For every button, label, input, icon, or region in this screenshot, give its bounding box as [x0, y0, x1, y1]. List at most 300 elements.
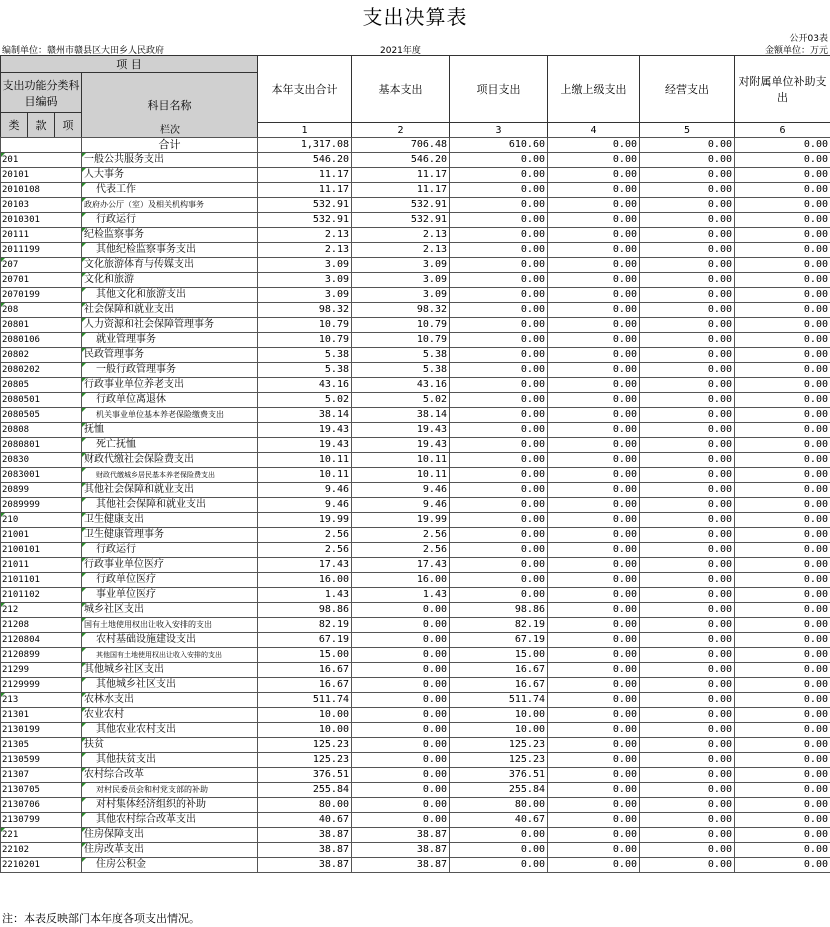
row-value: 98.86: [258, 603, 352, 618]
row-code-text: 2011199: [2, 245, 40, 255]
col-num-4: 4: [548, 123, 640, 138]
row-value: 0.00: [735, 318, 830, 333]
row-name: [82, 258, 258, 273]
table-row: [1, 348, 830, 363]
row-name-text: 就业管理事务: [96, 334, 156, 345]
row-value: 0.00: [640, 603, 735, 618]
cell-marker-icon: [82, 513, 86, 517]
row-value: 43.16: [258, 378, 352, 393]
row-value: 0.00: [735, 648, 830, 663]
row-value: 0.00: [640, 663, 735, 678]
row-value: 511.74: [450, 693, 548, 708]
table-row: [1, 753, 830, 768]
row-value: 0.00: [450, 318, 548, 333]
lanci-label: 栏次: [160, 125, 180, 136]
row-value: 10.00: [258, 708, 352, 723]
row-value: 0.00: [548, 633, 640, 648]
row-value: 0.00: [450, 438, 548, 453]
row-code-text: 20701: [2, 275, 30, 285]
row-value: 0.00: [450, 498, 548, 513]
row-value: 125.23: [258, 753, 352, 768]
row-value: 67.19: [258, 633, 352, 648]
row-value: 0.00: [548, 333, 640, 348]
row-code-text: 21307: [2, 770, 30, 780]
row-value: 0.00: [548, 438, 640, 453]
row-value: 0.00: [735, 813, 830, 828]
total-value: 706.48: [352, 138, 450, 153]
col-header-subsidy: 对附属单位补助支出: [735, 56, 830, 123]
cell-marker-icon: [82, 723, 86, 727]
row-value: 19.99: [258, 513, 352, 528]
row-name-text: 其他农业农村支出: [96, 724, 176, 735]
row-code: [1, 708, 82, 723]
row-value: 0.00: [735, 663, 830, 678]
row-value: 0.00: [352, 648, 450, 663]
cell-marker-icon: [1, 513, 5, 517]
row-name: [82, 153, 258, 168]
col-num-3: 3: [450, 123, 548, 138]
cell-marker-icon: [82, 783, 86, 787]
row-name: [82, 453, 258, 468]
table-row: [1, 648, 830, 663]
cell-marker-icon: [82, 318, 86, 322]
row-value: 532.91: [258, 213, 352, 228]
table-row: [1, 723, 830, 738]
row-value: 0.00: [548, 198, 640, 213]
table-row: [1, 258, 830, 273]
cell-marker-icon: [82, 183, 86, 187]
row-value: 0.00: [548, 273, 640, 288]
row-code-text: 2080501: [2, 395, 40, 405]
row-value: 10.11: [352, 468, 450, 483]
row-value: 0.00: [640, 618, 735, 633]
row-value: 67.19: [450, 633, 548, 648]
row-value: 0.00: [450, 168, 548, 183]
row-code: [1, 648, 82, 663]
row-value: 0.00: [450, 858, 548, 873]
row-code-text: 2130199: [2, 725, 40, 735]
row-name-text: 死亡抚恤: [96, 439, 136, 450]
row-code-text: 21011: [2, 560, 30, 570]
row-value: 2.56: [352, 528, 450, 543]
row-value: 15.00: [450, 648, 548, 663]
row-value: 0.00: [640, 228, 735, 243]
row-value: 0.00: [640, 348, 735, 363]
row-name-text: 文化和旅游: [84, 274, 134, 285]
row-value: 0.00: [640, 168, 735, 183]
table-row: [1, 228, 830, 243]
row-value: 0.00: [735, 348, 830, 363]
row-value: 11.17: [352, 168, 450, 183]
row-value: 0.00: [640, 558, 735, 573]
row-code-text: 20101: [2, 170, 30, 180]
row-name-text: 代表工作: [96, 184, 136, 195]
row-name: [82, 273, 258, 288]
row-value: 0.00: [735, 198, 830, 213]
row-code: [1, 318, 82, 333]
row-value: 38.87: [352, 858, 450, 873]
row-value: 0.00: [352, 708, 450, 723]
table-row: [1, 288, 830, 303]
row-value: 0.00: [735, 468, 830, 483]
row-value: 38.87: [352, 828, 450, 843]
row-code: [1, 303, 82, 318]
row-name: [82, 798, 258, 813]
row-code: [1, 198, 82, 213]
row-name-text: 卫生健康支出: [84, 514, 144, 525]
row-value: 19.43: [352, 438, 450, 453]
amount-unit: 金额单位：万元: [764, 46, 828, 56]
row-code: [1, 603, 82, 618]
row-value: 17.43: [258, 558, 352, 573]
row-value: 0.00: [352, 678, 450, 693]
row-code-text: 2083001: [2, 470, 40, 480]
table-row: [1, 798, 830, 813]
row-name-text: 人大事务: [84, 169, 124, 180]
cell-marker-icon: [82, 558, 86, 562]
row-name-text: 其他社会保障和就业支出: [84, 484, 194, 495]
row-value: 0.00: [640, 738, 735, 753]
table-row: [1, 603, 830, 618]
row-value: 0.00: [450, 198, 548, 213]
row-value: 0.00: [735, 603, 830, 618]
row-value: 0.00: [735, 333, 830, 348]
row-value: 0.00: [548, 468, 640, 483]
row-name: [82, 378, 258, 393]
row-value: 0.00: [735, 498, 830, 513]
row-value: 125.23: [450, 753, 548, 768]
row-value: 0.00: [352, 693, 450, 708]
row-value: 0.00: [640, 498, 735, 513]
row-value: 0.00: [735, 213, 830, 228]
row-code-text: 2101101: [2, 575, 40, 585]
table-row: [1, 408, 830, 423]
row-value: 10.79: [352, 333, 450, 348]
row-code: [1, 588, 82, 603]
row-name-text: 农村综合改革: [84, 769, 144, 780]
row-value: 0.00: [352, 603, 450, 618]
row-value: 11.17: [352, 183, 450, 198]
row-value: 0.00: [640, 483, 735, 498]
cell-marker-icon: [82, 798, 86, 802]
table-row: [1, 198, 830, 213]
row-name: [82, 468, 258, 483]
row-name-text: 机关事业单位基本养老保险缴费支出: [96, 410, 224, 419]
row-code: [1, 243, 82, 258]
table-row: [1, 393, 830, 408]
row-name-text: 行政运行: [96, 214, 136, 225]
row-value: 0.00: [548, 723, 640, 738]
row-code-text: 21299: [2, 665, 30, 675]
cell-marker-icon: [82, 198, 86, 202]
row-value: 0.00: [735, 363, 830, 378]
cell-marker-icon: [1, 303, 5, 307]
row-value: 0.00: [548, 258, 640, 273]
row-name-text: 住房公积金: [96, 859, 146, 870]
total-value: 0.00: [735, 138, 830, 153]
row-name: [82, 288, 258, 303]
row-value: 0.00: [352, 723, 450, 738]
table-row: [1, 783, 830, 798]
row-code-text: 2130706: [2, 800, 40, 810]
cell-marker-icon: [82, 573, 86, 577]
row-value: 0.00: [450, 363, 548, 378]
row-value: 0.00: [640, 333, 735, 348]
row-value: 5.38: [352, 348, 450, 363]
row-name: [82, 333, 258, 348]
row-code: [1, 393, 82, 408]
row-name: [82, 498, 258, 513]
cell-marker-icon: [82, 423, 86, 427]
row-value: 0.00: [735, 678, 830, 693]
row-value: 0.00: [640, 453, 735, 468]
cell-marker-icon: [82, 288, 86, 292]
row-value: 0.00: [352, 663, 450, 678]
total-value: 0.00: [640, 138, 735, 153]
row-code-text: 201: [2, 155, 19, 165]
row-code-text: 20805: [2, 380, 30, 390]
row-value: 0.00: [548, 768, 640, 783]
table-row: [1, 183, 830, 198]
row-value: 0.00: [640, 588, 735, 603]
row-name: [82, 243, 258, 258]
row-value: 0.00: [548, 828, 640, 843]
row-code: [1, 333, 82, 348]
cell-marker-icon: [82, 273, 86, 277]
row-name-text: 行政运行: [96, 544, 136, 555]
row-value: 0.00: [450, 843, 548, 858]
row-code: [1, 843, 82, 858]
row-name-text: 行政事业单位养老支出: [84, 379, 184, 390]
row-name: [82, 828, 258, 843]
row-name-text: 住房保障支出: [84, 829, 144, 840]
cell-marker-icon: [82, 393, 86, 397]
row-value: 125.23: [450, 738, 548, 753]
row-value: 0.00: [640, 393, 735, 408]
row-code: [1, 423, 82, 438]
row-value: 0.00: [735, 708, 830, 723]
row-value: 2.13: [352, 228, 450, 243]
row-value: 0.00: [640, 723, 735, 738]
row-code-text: 20103: [2, 200, 30, 210]
row-value: 0.00: [450, 423, 548, 438]
row-name: [82, 363, 258, 378]
row-name: [82, 753, 258, 768]
row-code: [1, 348, 82, 363]
row-value: 0.00: [352, 633, 450, 648]
row-value: 0.00: [548, 588, 640, 603]
table-row: [1, 513, 830, 528]
table-row: [1, 768, 830, 783]
row-name: [82, 543, 258, 558]
row-code: [1, 858, 82, 873]
row-value: 0.00: [450, 573, 548, 588]
row-value: 0.00: [640, 543, 735, 558]
row-value: 0.00: [735, 723, 830, 738]
row-code: [1, 153, 82, 168]
row-value: 0.00: [640, 273, 735, 288]
header-table: [0, 55, 830, 138]
row-value: 0.00: [640, 183, 735, 198]
cell-marker-icon: [82, 408, 86, 412]
row-code-text: 2210201: [2, 860, 40, 870]
row-value: 2.56: [258, 528, 352, 543]
table-row: [1, 318, 830, 333]
row-name: [82, 408, 258, 423]
row-name: [82, 618, 258, 633]
row-value: 0.00: [450, 393, 548, 408]
row-value: 546.20: [258, 153, 352, 168]
row-value: 0.00: [735, 843, 830, 858]
col-header-business: 经营支出: [640, 56, 735, 123]
row-value: 0.00: [640, 303, 735, 318]
row-value: 5.38: [258, 363, 352, 378]
row-value: 0.00: [352, 783, 450, 798]
cell-marker-icon: [82, 828, 86, 832]
row-name: [82, 678, 258, 693]
row-value: 0.00: [548, 603, 640, 618]
table-row: [1, 453, 830, 468]
row-name-text: 其他社会保障和就业支出: [96, 499, 206, 510]
row-value: 0.00: [735, 558, 830, 573]
cell-marker-icon: [82, 228, 86, 232]
col-num-5: 5: [640, 123, 735, 138]
row-name: [82, 858, 258, 873]
cell-marker-icon: [82, 633, 86, 637]
col-num-6: 6: [735, 123, 830, 138]
row-value: 0.00: [640, 843, 735, 858]
row-name-text: 其他纪检监察事务支出: [96, 244, 196, 255]
row-code-text: 2100101: [2, 545, 40, 555]
row-value: 0.00: [640, 828, 735, 843]
row-name-text: 行政事业单位医疗: [84, 559, 164, 570]
table-row: [1, 708, 830, 723]
row-name-text: 城乡社区支出: [84, 604, 144, 615]
cell-marker-icon: [82, 348, 86, 352]
row-name: [82, 843, 258, 858]
row-value: 3.09: [258, 258, 352, 273]
row-value: 255.84: [450, 783, 548, 798]
row-value: 0.00: [450, 348, 548, 363]
row-name: [82, 558, 258, 573]
total-code-cell: [1, 138, 82, 153]
row-value: 0.00: [548, 798, 640, 813]
row-value: 11.17: [258, 168, 352, 183]
row-value: 19.43: [258, 423, 352, 438]
cell-marker-icon: [82, 363, 86, 367]
row-code: [1, 168, 82, 183]
row-code-text: 20801: [2, 320, 30, 330]
row-code-text: 20808: [2, 425, 30, 435]
row-code-text: 2120804: [2, 635, 40, 645]
table-row: [1, 483, 830, 498]
row-value: 9.46: [352, 483, 450, 498]
row-code: [1, 813, 82, 828]
row-value: 98.86: [450, 603, 548, 618]
row-name-text: 国有土地使用权出让收入安排的支出: [84, 620, 212, 629]
row-code-text: 20802: [2, 350, 30, 360]
cell-marker-icon: [82, 498, 86, 502]
row-value: 0.00: [548, 663, 640, 678]
row-value: 0.00: [640, 678, 735, 693]
row-value: 0.00: [548, 573, 640, 588]
row-code-text: 2130705: [2, 785, 40, 795]
row-value: 0.00: [640, 858, 735, 873]
cell-marker-icon: [1, 828, 5, 832]
row-value: 0.00: [548, 378, 640, 393]
row-value: 0.00: [735, 243, 830, 258]
row-value: 0.00: [735, 738, 830, 753]
row-value: 0.00: [548, 528, 640, 543]
row-value: 40.67: [450, 813, 548, 828]
cell-marker-icon: [82, 663, 86, 667]
row-code-text: 2120899: [2, 650, 40, 660]
row-value: 0.00: [640, 243, 735, 258]
row-value: 0.00: [450, 243, 548, 258]
row-name: [82, 528, 258, 543]
lei-header: 类: [1, 113, 28, 138]
table-row: [1, 843, 830, 858]
table-row: [1, 738, 830, 753]
cell-marker-icon: [82, 168, 86, 172]
row-code-text: 212: [2, 605, 19, 615]
row-value: 5.38: [352, 363, 450, 378]
row-value: 0.00: [735, 228, 830, 243]
row-name: [82, 813, 258, 828]
row-value: 0.00: [735, 573, 830, 588]
table-row: [1, 378, 830, 393]
col-header-upper: 上缴上级支出: [548, 56, 640, 123]
row-value: 2.13: [258, 228, 352, 243]
row-code: [1, 273, 82, 288]
row-name-text: 事业单位医疗: [96, 589, 156, 600]
table-row: [1, 528, 830, 543]
row-value: 0.00: [548, 183, 640, 198]
row-value: 19.43: [258, 438, 352, 453]
cell-marker-icon: [1, 258, 5, 262]
row-code-text: 2080106: [2, 335, 40, 345]
row-value: 0.00: [450, 183, 548, 198]
row-name-text: 纪检监察事务: [84, 229, 144, 240]
row-name: [82, 318, 258, 333]
row-name-text: 文化旅游体育与传媒支出: [84, 259, 194, 270]
row-code-text: 2010108: [2, 185, 40, 195]
row-value: 0.00: [640, 633, 735, 648]
row-value: 0.00: [640, 378, 735, 393]
kuan-header: 款: [28, 113, 55, 138]
row-name-text: 政府办公厅（室）及相关机构事务: [84, 200, 204, 209]
table-row: [1, 213, 830, 228]
row-value: 38.14: [352, 408, 450, 423]
row-code-text: 207: [2, 260, 19, 270]
row-name: [82, 588, 258, 603]
row-name: [82, 723, 258, 738]
row-name-text: 卫生健康管理事务: [84, 529, 164, 540]
row-code: [1, 483, 82, 498]
fiscal-year: 2021年度: [380, 46, 421, 56]
cell-marker-icon: [82, 258, 86, 262]
table-row: [1, 663, 830, 678]
row-value: 0.00: [640, 438, 735, 453]
row-code: [1, 663, 82, 678]
row-name-text: 对村民委员会和村党支部的补助: [96, 785, 208, 794]
row-code: [1, 213, 82, 228]
total-label: 合计: [82, 138, 258, 153]
row-value: 0.00: [548, 693, 640, 708]
row-value: 16.67: [258, 663, 352, 678]
row-code-text: 20111: [2, 230, 30, 240]
col-header-basic: 基本支出: [352, 56, 450, 123]
